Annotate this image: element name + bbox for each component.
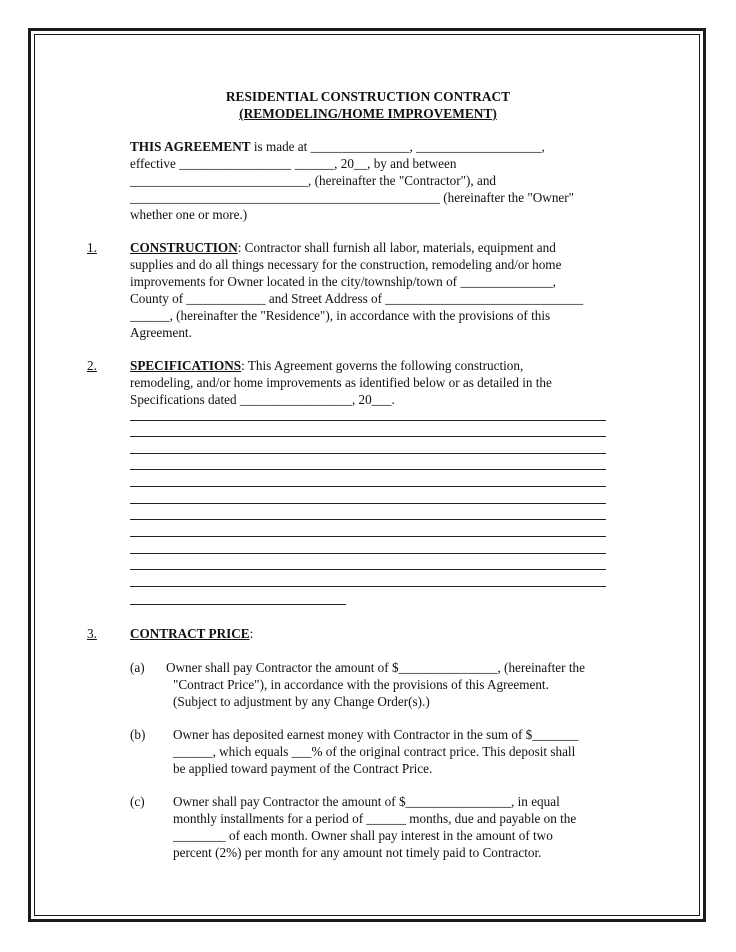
intro-line-5: whether one or more.) — [130, 207, 248, 222]
section-1-line-2: supplies and do all things necessary for the construction, remodeling and/or home — [130, 257, 562, 272]
clause-a-line-2: "Contract Price"), in accordance with the provisions of this Agreement. — [173, 677, 549, 692]
spec-blank-line — [130, 569, 606, 570]
section-1-heading: CONSTRUCTION — [130, 240, 238, 255]
spec-blank-line — [130, 469, 606, 470]
spec-blank-line — [130, 486, 606, 487]
section-1-number: 1. — [87, 240, 97, 255]
spec-blank-line — [130, 553, 606, 554]
section-2-line-2: remodeling, and/or home improvements as identified below or as detailed in the — [130, 375, 552, 390]
spec-blank-line — [130, 420, 606, 421]
clause-c-line-4: percent (2%) per month for any amount not timely paid to Contractor. — [173, 845, 542, 860]
section-1-line-4: County of ____________ and Street Address of ______________________________ — [130, 291, 584, 306]
section-1-line-1 — [130, 239, 556, 256]
section-2-line-3: Specifications dated _________________, 20___. — [130, 392, 395, 407]
section-1-line-1-text: : Contractor shall furnish all labor, materials, equipment and — [237, 240, 556, 255]
clause-c-line-2: monthly installments for a period of ______ months, due and payable on the — [173, 811, 577, 826]
spec-blank-line — [130, 453, 606, 454]
section-1-line-6: Agreement. — [130, 325, 192, 340]
clause-b-label: (b) — [130, 727, 146, 742]
section-3-number: 3. — [87, 626, 97, 641]
section-1-line-3: improvements for Owner located in the city/township/town of ______________, — [130, 274, 556, 289]
spec-blank-line — [130, 586, 606, 587]
document-title: RESIDENTIAL CONSTRUCTION CONTRACT — [225, 89, 511, 104]
spec-blank-line — [130, 604, 346, 605]
clause-c-label: (c) — [130, 794, 145, 809]
intro-line-3: ___________________________, (hereinafter the "Contractor"), and — [130, 173, 497, 188]
section-3-line-1 — [130, 625, 253, 642]
clause-c-line-1: Owner shall pay Contractor the amount of $________________, in equal — [173, 794, 560, 809]
clause-a-label: (a) — [130, 660, 145, 675]
clause-b-line-3: be applied toward payment of the Contract Price. — [173, 761, 433, 776]
clause-c-line-3: ________ of each month. Owner shall pay interest in the amount of two — [173, 828, 553, 843]
section-2-line-1 — [130, 357, 523, 374]
spec-blank-line — [130, 536, 606, 537]
section-3-heading-tail: : — [249, 626, 254, 641]
clause-b-line-2: ______, which equals ___% of the original contract price. This deposit shall — [173, 744, 576, 759]
intro-line-4: _______________________________________________ (hereinafter the "Owner" — [130, 190, 575, 205]
section-2-line-1-text: : This Agreement governs the following construction, — [241, 358, 524, 373]
section-2-number: 2. — [87, 358, 97, 373]
agreement-label: THIS AGREEMENT — [130, 139, 251, 154]
intro-line-1 — [130, 138, 545, 155]
clause-a-line-1: Owner shall pay Contractor the amount of $_______________, (hereinafter the — [166, 660, 585, 675]
spec-blank-line — [130, 503, 606, 504]
document-subtitle: (REMODELING/HOME IMPROVEMENT) — [239, 106, 497, 121]
intro-line-2: effective _________________ ______, 20__, by and between — [130, 156, 457, 171]
section-1-line-5: ______, (hereinafter the "Residence"), in accordance with the provisions of this — [130, 308, 551, 323]
intro-line-1-text: is made at _______________, ___________________, — [250, 139, 545, 154]
clause-b-line-1: Owner has deposited earnest money with Contractor in the sum of $_______ — [173, 727, 579, 742]
section-2-heading: SPECIFICATIONS — [130, 358, 242, 373]
clause-a-line-3: (Subject to adjustment by any Change Order(s).) — [173, 694, 430, 709]
spec-blank-line — [130, 519, 606, 520]
spec-blank-line — [130, 436, 606, 437]
section-3-heading: CONTRACT PRICE — [130, 626, 250, 641]
